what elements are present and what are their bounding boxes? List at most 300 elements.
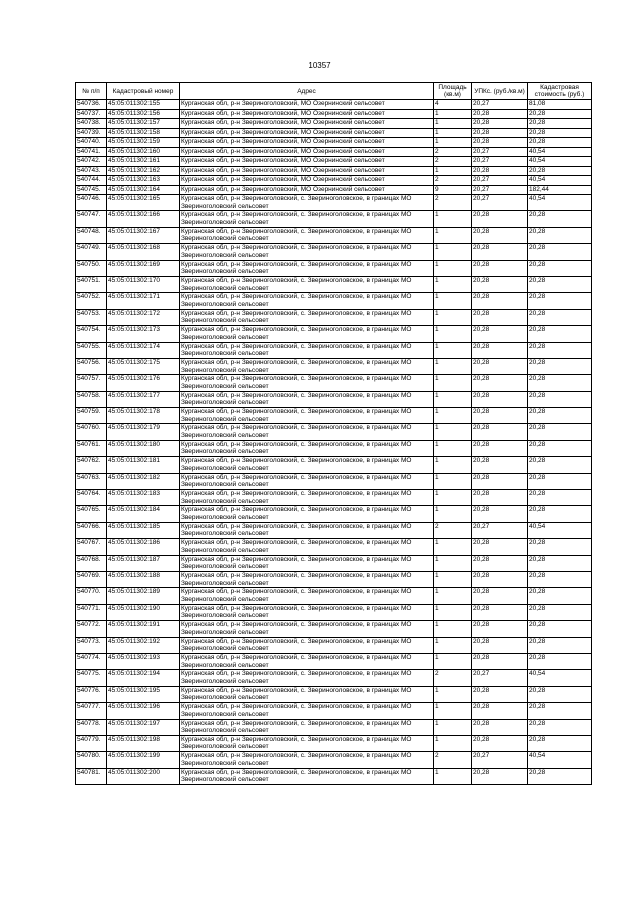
cell-value: 20,28 <box>528 375 592 391</box>
cell-upks: 20,28 <box>472 490 528 506</box>
cell-num: 540758. <box>76 391 107 407</box>
cell-value: 40,54 <box>528 522 592 538</box>
cell-address: Курганская обл, р-н Звериноголовский, с. Звериноголовское, в границах МО Звериноголовский сельсовет <box>180 326 434 342</box>
cell-address: Курганская обл, р-н Звериноголовский, с. Звериноголовское, в границах МО Звериноголовский сельсовет <box>180 719 434 735</box>
cell-num: 540751. <box>76 276 107 292</box>
cell-cadastral: 45:05:011302:197 <box>107 719 180 735</box>
cell-upks: 20,28 <box>472 604 528 620</box>
cell-upks: 20,28 <box>472 457 528 473</box>
cell-value: 40,54 <box>528 752 592 768</box>
cell-address: Курганская обл, р-н Звериноголовский, с. Звериноголовское, в границах МО Звериноголовский сельсовет <box>180 244 434 260</box>
cell-num: 540759. <box>76 408 107 424</box>
cell-cadastral: 45:05:011302:163 <box>107 176 180 186</box>
cell-num: 540778. <box>76 719 107 735</box>
cell-cadastral: 45:05:011302:160 <box>107 147 180 157</box>
cell-upks: 20,28 <box>472 686 528 702</box>
cell-num: 540776. <box>76 686 107 702</box>
table-row <box>76 440 592 456</box>
cell-num: 540765. <box>76 506 107 522</box>
cell-area: 1 <box>434 768 472 784</box>
cell-area: 1 <box>434 440 472 456</box>
cell-value: 20,28 <box>528 555 592 571</box>
cell-value: 20,28 <box>528 293 592 309</box>
cell-value: 20,28 <box>528 506 592 522</box>
cell-cadastral: 45:05:011302:200 <box>107 768 180 784</box>
cell-num: 540739. <box>76 128 107 138</box>
cell-cadastral: 45:05:011302:158 <box>107 128 180 138</box>
cell-num: 540773. <box>76 637 107 653</box>
table-row <box>76 375 592 391</box>
cell-upks: 20,28 <box>472 138 528 148</box>
cell-address: Курганская обл, р-н Звериноголовский, с. Звериноголовское, в границах МО Звериноголовский сельсовет <box>180 309 434 325</box>
cell-cadastral: 45:05:011302:161 <box>107 157 180 167</box>
table-row <box>76 138 592 148</box>
cell-num: 540777. <box>76 703 107 719</box>
cell-value: 20,28 <box>528 309 592 325</box>
cell-address: Курганская обл, р-н Звериноголовский, с. Звериноголовское, в границах МО Звериноголовский сельсовет <box>180 768 434 784</box>
cell-address: Курганская обл, р-н Звериноголовский, с. Звериноголовское, в границах МО Звериноголовский сельсовет <box>180 195 434 211</box>
table-row <box>76 637 592 653</box>
cell-address: Курганская обл, р-н Звериноголовский, МО Озернинский сельсовет <box>180 157 434 167</box>
cell-value: 20,28 <box>528 719 592 735</box>
cell-num: 540746. <box>76 195 107 211</box>
table-header-row <box>76 83 592 100</box>
cell-value: 20,28 <box>528 326 592 342</box>
cell-num: 540769. <box>76 571 107 587</box>
table-row <box>76 408 592 424</box>
cell-cadastral: 45:05:011302:191 <box>107 621 180 637</box>
cell-value: 81,08 <box>528 100 592 110</box>
cell-cadastral: 45:05:011302:178 <box>107 408 180 424</box>
cell-area: 1 <box>434 457 472 473</box>
header-num: № п/п <box>76 83 107 100</box>
cell-address: Курганская обл, р-н Звериноголовский, с. Звериноголовское, в границах МО Звериноголовский сельсовет <box>180 522 434 538</box>
cell-area: 1 <box>434 358 472 374</box>
cell-area: 1 <box>434 621 472 637</box>
cell-value: 20,28 <box>528 588 592 604</box>
cell-num: 540742. <box>76 157 107 167</box>
cell-address: Курганская обл, р-н Звериноголовский, МО Озернинский сельсовет <box>180 119 434 129</box>
cell-value: 20,28 <box>528 358 592 374</box>
cell-num: 540753. <box>76 309 107 325</box>
cell-area: 1 <box>434 166 472 176</box>
cell-cadastral: 45:05:011302:173 <box>107 326 180 342</box>
cell-upks: 20,28 <box>472 555 528 571</box>
cell-num: 540750. <box>76 260 107 276</box>
cell-upks: 20,27 <box>472 176 528 186</box>
header-value: Кадастровая стоимость (руб.) <box>528 83 592 100</box>
cell-cadastral: 45:05:011302:168 <box>107 244 180 260</box>
table-row <box>76 166 592 176</box>
table-row <box>76 244 592 260</box>
cell-upks: 20,28 <box>472 358 528 374</box>
cell-num: 540752. <box>76 293 107 309</box>
cell-cadastral: 45:05:011302:165 <box>107 195 180 211</box>
cell-cadastral: 45:05:011302:187 <box>107 555 180 571</box>
table-row <box>76 309 592 325</box>
cell-value: 20,28 <box>528 571 592 587</box>
cell-area: 1 <box>434 326 472 342</box>
cell-upks: 20,27 <box>472 752 528 768</box>
cell-area: 1 <box>434 276 472 292</box>
cell-num: 540756. <box>76 358 107 374</box>
cell-address: Курганская обл, р-н Звериноголовский, МО Озернинский сельсовет <box>180 138 434 148</box>
cell-upks: 20,28 <box>472 539 528 555</box>
cell-upks: 20,27 <box>472 157 528 167</box>
cell-address: Курганская обл, р-н Звериноголовский, с. Звериноголовское, в границах МО Звериноголовский сельсовет <box>180 391 434 407</box>
cell-value: 20,28 <box>528 703 592 719</box>
cell-value: 40,54 <box>528 176 592 186</box>
cell-address: Курганская обл, р-н Звериноголовский, с. Звериноголовское, в границах МО Звериноголовский сельсовет <box>180 571 434 587</box>
cell-area: 1 <box>434 260 472 276</box>
cell-value: 20,28 <box>528 653 592 669</box>
cell-area: 1 <box>434 119 472 129</box>
cell-upks: 20,27 <box>472 522 528 538</box>
cell-cadastral: 45:05:011302:188 <box>107 571 180 587</box>
cell-cadastral: 45:05:011302:182 <box>107 473 180 489</box>
table-row <box>76 211 592 227</box>
cell-area: 2 <box>434 522 472 538</box>
cell-address: Курганская обл, р-н Звериноголовский, с. Звериноголовское, в границах МО Звериноголовский сельсовет <box>180 653 434 669</box>
cell-area: 2 <box>434 157 472 167</box>
cell-address: Курганская обл, р-н Звериноголовский, с. Звериноголовское, в границах МО Звериноголовский сельсовет <box>180 440 434 456</box>
cell-cadastral: 45:05:011302:174 <box>107 342 180 358</box>
cell-area: 1 <box>434 128 472 138</box>
cell-num: 540745. <box>76 185 107 195</box>
cell-upks: 20,28 <box>472 293 528 309</box>
cell-address: Курганская обл, р-н Звериноголовский, с. Звериноголовское, в границах МО Звериноголовский сельсовет <box>180 555 434 571</box>
cell-value: 20,28 <box>528 260 592 276</box>
cell-upks: 20,28 <box>472 637 528 653</box>
cell-cadastral: 45:05:011302:196 <box>107 703 180 719</box>
cell-value: 20,28 <box>528 735 592 751</box>
table-row <box>76 195 592 211</box>
cell-address: Курганская обл, р-н Звериноголовский, с. Звериноголовское, в границах МО Звериноголовский сельсовет <box>180 686 434 702</box>
cell-area: 1 <box>434 473 472 489</box>
cell-num: 540747. <box>76 211 107 227</box>
cell-num: 540780. <box>76 752 107 768</box>
cell-num: 540755. <box>76 342 107 358</box>
table-row <box>76 539 592 555</box>
cell-cadastral: 45:05:011302:155 <box>107 100 180 110</box>
cell-area: 1 <box>434 342 472 358</box>
cell-cadastral: 45:05:011302:192 <box>107 637 180 653</box>
cell-cadastral: 45:05:011302:193 <box>107 653 180 669</box>
cell-address: Курганская обл, р-н Звериноголовский, с. Звериноголовское, в границах МО Звериноголовский сельсовет <box>180 227 434 243</box>
cell-value: 40,54 <box>528 670 592 686</box>
table-row <box>76 686 592 702</box>
cell-address: Курганская обл, р-н Звериноголовский, с. Звериноголовское, в границах МО Звериноголовский сельсовет <box>180 539 434 555</box>
cell-address: Курганская обл, р-н Звериноголовский, с. Звериноголовское, в границах МО Звериноголовский сельсовет <box>180 670 434 686</box>
table-row <box>76 109 592 119</box>
table-row <box>76 157 592 167</box>
cell-area: 1 <box>434 138 472 148</box>
cell-num: 540775. <box>76 670 107 686</box>
cell-cadastral: 45:05:011302:185 <box>107 522 180 538</box>
cell-address: Курганская обл, р-н Звериноголовский, с. Звериноголовское, в границах МО Звериноголовский сельсовет <box>180 621 434 637</box>
cell-value: 20,28 <box>528 686 592 702</box>
cell-value: 20,28 <box>528 408 592 424</box>
cell-upks: 20,28 <box>472 260 528 276</box>
cell-upks: 20,28 <box>472 227 528 243</box>
cell-area: 1 <box>434 109 472 119</box>
cell-value: 182,44 <box>528 185 592 195</box>
cell-address: Курганская обл, р-н Звериноголовский, с. Звериноголовское, в границах МО Звериноголовский сельсовет <box>180 358 434 374</box>
table-row <box>76 604 592 620</box>
cell-upks: 20,27 <box>472 147 528 157</box>
cell-cadastral: 45:05:011302:181 <box>107 457 180 473</box>
cell-num: 540744. <box>76 176 107 186</box>
table-row <box>76 100 592 110</box>
cell-upks: 20,28 <box>472 309 528 325</box>
cell-address: Курганская обл, р-н Звериноголовский, с. Звериноголовское, в границах МО Звериноголовский сельсовет <box>180 424 434 440</box>
table-row <box>76 260 592 276</box>
cell-value: 20,28 <box>528 457 592 473</box>
cell-num: 540741. <box>76 147 107 157</box>
cell-value: 20,28 <box>528 119 592 129</box>
cell-area: 1 <box>434 375 472 391</box>
cell-cadastral: 45:05:011302:195 <box>107 686 180 702</box>
cell-num: 540754. <box>76 326 107 342</box>
cell-area: 1 <box>434 719 472 735</box>
cell-value: 20,28 <box>528 128 592 138</box>
cell-upks: 20,28 <box>472 768 528 784</box>
table-row <box>76 506 592 522</box>
cell-area: 1 <box>434 490 472 506</box>
cell-area: 1 <box>434 703 472 719</box>
cell-area: 1 <box>434 637 472 653</box>
cell-upks: 20,28 <box>472 653 528 669</box>
cell-upks: 20,27 <box>472 670 528 686</box>
cell-address: Курганская обл, р-н Звериноголовский, МО Озернинский сельсовет <box>180 185 434 195</box>
table-row <box>76 176 592 186</box>
cell-value: 20,28 <box>528 138 592 148</box>
cell-area: 1 <box>434 293 472 309</box>
header-area: Площадь (кв.м) <box>434 83 472 100</box>
cell-num: 540743. <box>76 166 107 176</box>
cell-address: Курганская обл, р-н Звериноголовский, с. Звериноголовское, в границах МО Звериноголовский сельсовет <box>180 588 434 604</box>
cell-cadastral: 45:05:011302:199 <box>107 752 180 768</box>
cell-upks: 20,28 <box>472 326 528 342</box>
cell-address: Курганская обл, р-н Звериноголовский, с. Звериноголовское, в границах МО Звериноголовский сельсовет <box>180 375 434 391</box>
cell-cadastral: 45:05:011302:177 <box>107 391 180 407</box>
cell-address: Курганская обл, р-н Звериноголовский, с. Звериноголовское, в границах МО Звериноголовский сельсовет <box>180 276 434 292</box>
cell-upks: 20,28 <box>472 211 528 227</box>
cell-cadastral: 45:05:011302:189 <box>107 588 180 604</box>
cell-upks: 20,28 <box>472 166 528 176</box>
cell-area: 1 <box>434 506 472 522</box>
table-row <box>76 276 592 292</box>
table-row <box>76 752 592 768</box>
cell-address: Курганская обл, р-н Звериноголовский, с. Звериноголовское, в границах МО Звериноголовский сельсовет <box>180 342 434 358</box>
cadastral-table <box>75 82 592 785</box>
cell-upks: 20,28 <box>472 473 528 489</box>
cell-num: 540761. <box>76 440 107 456</box>
header-address: Адрес <box>180 83 434 100</box>
cell-cadastral: 45:05:011302:176 <box>107 375 180 391</box>
cell-num: 540779. <box>76 735 107 751</box>
cell-value: 20,28 <box>528 227 592 243</box>
cell-num: 540740. <box>76 138 107 148</box>
cell-area: 2 <box>434 752 472 768</box>
cell-upks: 20,28 <box>472 571 528 587</box>
cell-upks: 20,27 <box>472 100 528 110</box>
cell-address: Курганская обл, р-н Звериноголовский, с. Звериноголовское, в границах МО Звериноголовский сельсовет <box>180 703 434 719</box>
cell-num: 540774. <box>76 653 107 669</box>
table-row <box>76 621 592 637</box>
table-row <box>76 128 592 138</box>
cell-area: 1 <box>434 653 472 669</box>
table-row <box>76 703 592 719</box>
cell-value: 20,28 <box>528 768 592 784</box>
cell-cadastral: 45:05:011302:169 <box>107 260 180 276</box>
cell-cadastral: 45:05:011302:194 <box>107 670 180 686</box>
cell-address: Курганская обл, р-н Звериноголовский, с. Звериноголовское, в границах МО Звериноголовский сельсовет <box>180 752 434 768</box>
cell-upks: 20,27 <box>472 185 528 195</box>
table-row <box>76 588 592 604</box>
cell-value: 20,28 <box>528 473 592 489</box>
table-row <box>76 719 592 735</box>
cell-address: Курганская обл, р-н Звериноголовский, МО Озернинский сельсовет <box>180 147 434 157</box>
cell-cadastral: 45:05:011302:184 <box>107 506 180 522</box>
cell-num: 540768. <box>76 555 107 571</box>
cell-upks: 20,28 <box>472 408 528 424</box>
cell-address: Курганская обл, р-н Звериноголовский, с. Звериноголовское, в границах МО Звериноголовский сельсовет <box>180 473 434 489</box>
cell-upks: 20,28 <box>472 375 528 391</box>
cell-value: 20,28 <box>528 539 592 555</box>
cell-area: 2 <box>434 147 472 157</box>
cell-num: 540760. <box>76 424 107 440</box>
cell-num: 540781. <box>76 768 107 784</box>
cell-address: Курганская обл, р-н Звериноголовский, МО Озернинский сельсовет <box>180 100 434 110</box>
cell-value: 20,28 <box>528 211 592 227</box>
table-row <box>76 358 592 374</box>
cell-cadastral: 45:05:011302:166 <box>107 211 180 227</box>
cell-upks: 20,28 <box>472 621 528 637</box>
cell-num: 540763. <box>76 473 107 489</box>
cell-cadastral: 45:05:011302:157 <box>107 119 180 129</box>
cell-area: 1 <box>434 408 472 424</box>
cell-cadastral: 45:05:011302:170 <box>107 276 180 292</box>
cell-address: Курганская обл, р-н Звериноголовский, с. Звериноголовское, в границах МО Звериноголовский сельсовет <box>180 735 434 751</box>
cell-upks: 20,28 <box>472 703 528 719</box>
table-row <box>76 424 592 440</box>
cell-address: Курганская обл, р-н Звериноголовский, с. Звериноголовское, в границах МО Звериноголовский сельсовет <box>180 604 434 620</box>
cell-area: 4 <box>434 100 472 110</box>
cell-address: Курганская обл, р-н Звериноголовский, с. Звериноголовское, в границах МО Звериноголовский сельсовет <box>180 637 434 653</box>
cell-value: 20,28 <box>528 166 592 176</box>
cell-area: 1 <box>434 686 472 702</box>
cell-num: 540737. <box>76 109 107 119</box>
cell-area: 1 <box>434 424 472 440</box>
table-row <box>76 522 592 538</box>
cell-num: 540766. <box>76 522 107 538</box>
cell-upks: 20,28 <box>472 719 528 735</box>
cell-upks: 20,28 <box>472 119 528 129</box>
header-upks: УПКс. (руб./кв.м) <box>472 83 528 100</box>
cell-value: 20,28 <box>528 637 592 653</box>
table-row <box>76 490 592 506</box>
cell-num: 540770. <box>76 588 107 604</box>
cell-num: 540748. <box>76 227 107 243</box>
cell-upks: 20,27 <box>472 195 528 211</box>
cell-cadastral: 45:05:011302:156 <box>107 109 180 119</box>
cell-value: 20,28 <box>528 621 592 637</box>
cell-upks: 20,28 <box>472 276 528 292</box>
table-row <box>76 326 592 342</box>
table-row <box>76 185 592 195</box>
cell-value: 40,54 <box>528 147 592 157</box>
cell-value: 20,28 <box>528 109 592 119</box>
cell-address: Курганская обл, р-н Звериноголовский, МО Озернинский сельсовет <box>180 166 434 176</box>
cell-address: Курганская обл, р-н Звериноголовский, с. Звериноголовское, в границах МО Звериноголовский сельсовет <box>180 490 434 506</box>
cell-upks: 20,28 <box>472 128 528 138</box>
cell-cadastral: 45:05:011302:190 <box>107 604 180 620</box>
cell-area: 1 <box>434 588 472 604</box>
cell-address: Курганская обл, р-н Звериноголовский, с. Звериноголовское, в границах МО Звериноголовский сельсовет <box>180 211 434 227</box>
cell-value: 20,28 <box>528 276 592 292</box>
page-number: 10357 <box>308 61 331 70</box>
cell-value: 20,28 <box>528 244 592 260</box>
table-row <box>76 670 592 686</box>
cell-area: 1 <box>434 571 472 587</box>
cell-cadastral: 45:05:011302:159 <box>107 138 180 148</box>
table-row <box>76 653 592 669</box>
cell-address: Курганская обл, р-н Звериноголовский, с. Звериноголовское, в границах МО Звериноголовский сельсовет <box>180 293 434 309</box>
cell-area: 1 <box>434 735 472 751</box>
cell-value: 40,54 <box>528 195 592 211</box>
cell-area: 1 <box>434 227 472 243</box>
cell-upks: 20,28 <box>472 424 528 440</box>
cell-address: Курганская обл, р-н Звериноголовский, с. Звериноголовское, в границах МО Звериноголовский сельсовет <box>180 457 434 473</box>
table-row <box>76 342 592 358</box>
cell-cadastral: 45:05:011302:167 <box>107 227 180 243</box>
table-row <box>76 227 592 243</box>
table-row <box>76 735 592 751</box>
table-row <box>76 119 592 129</box>
cell-area: 1 <box>434 391 472 407</box>
cell-address: Курганская обл, р-н Звериноголовский, с. Звериноголовское, в границах МО Звериноголовский сельсовет <box>180 506 434 522</box>
cell-value: 20,28 <box>528 604 592 620</box>
cell-value: 20,28 <box>528 490 592 506</box>
cell-num: 540749. <box>76 244 107 260</box>
cell-cadastral: 45:05:011302:186 <box>107 539 180 555</box>
cell-num: 540736. <box>76 100 107 110</box>
cell-cadastral: 45:05:011302:198 <box>107 735 180 751</box>
table-row <box>76 293 592 309</box>
cell-upks: 20,28 <box>472 588 528 604</box>
cell-value: 20,28 <box>528 440 592 456</box>
cell-address: Курганская обл, р-н Звериноголовский, с. Звериноголовское, в границах МО Звериноголовский сельсовет <box>180 260 434 276</box>
cell-num: 540771. <box>76 604 107 620</box>
cell-address: Курганская обл, р-н Звериноголовский, с. Звериноголовское, в границах МО Звериноголовский сельсовет <box>180 408 434 424</box>
table-row <box>76 457 592 473</box>
cell-area: 2 <box>434 670 472 686</box>
cell-upks: 20,28 <box>472 391 528 407</box>
table-row <box>76 391 592 407</box>
cell-value: 20,28 <box>528 391 592 407</box>
cell-cadastral: 45:05:011302:164 <box>107 185 180 195</box>
cell-value: 20,28 <box>528 424 592 440</box>
cell-address: Курганская обл, р-н Звериноголовский, МО Озернинский сельсовет <box>180 109 434 119</box>
cell-num: 540767. <box>76 539 107 555</box>
table-row <box>76 555 592 571</box>
cell-value: 20,28 <box>528 342 592 358</box>
table-row <box>76 147 592 157</box>
cell-cadastral: 45:05:011302:180 <box>107 440 180 456</box>
cell-cadastral: 45:05:011302:162 <box>107 166 180 176</box>
cell-area: 1 <box>434 604 472 620</box>
